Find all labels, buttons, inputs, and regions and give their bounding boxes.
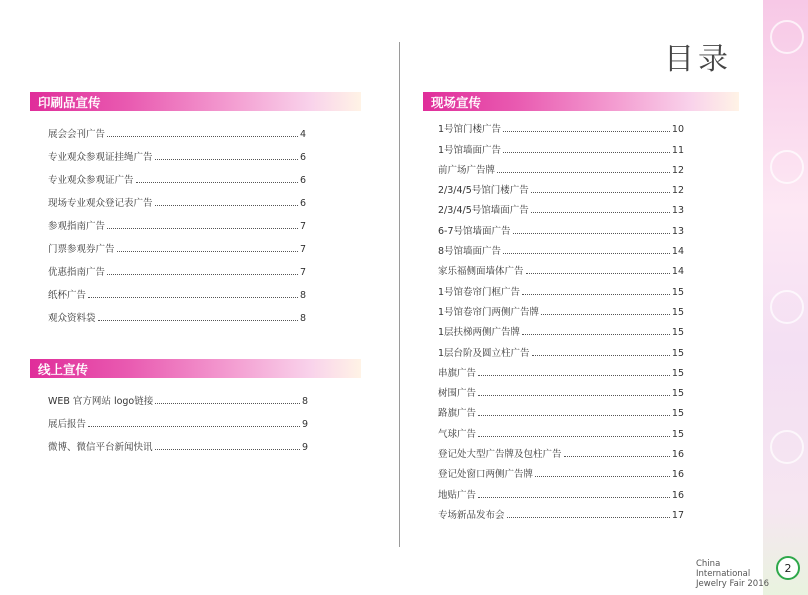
toc-entry[interactable]: [438, 176, 684, 196]
flower-icon: [770, 290, 804, 324]
toc-entry-title: 地贴广告: [438, 489, 477, 501]
toc-entry-title: 登记处大型广告牌及包柱广告: [438, 449, 562, 461]
dot-leader: [522, 294, 670, 295]
dot-leader: [88, 426, 300, 427]
toc-entry[interactable]: [48, 140, 306, 163]
toc-entry[interactable]: [438, 460, 684, 480]
toc-entry-title: 专业观众参观证挂绳广告: [48, 152, 153, 163]
toc-entry[interactable]: [48, 232, 306, 255]
toc-entry-page: 16: [671, 489, 684, 501]
toc-entry-title: 8号馆墙面广告: [438, 246, 502, 258]
toc-entry-page: 6: [299, 175, 306, 186]
toc-entry[interactable]: [438, 399, 684, 419]
toc-entry-title: 优惠指南广告: [48, 267, 106, 278]
toc-entry-page: 15: [671, 367, 684, 379]
toc-entry-page: 4: [299, 129, 306, 140]
toc-entry[interactable]: [48, 384, 308, 407]
section-banner-online: [30, 359, 361, 378]
toc-entry-page: 15: [671, 286, 684, 298]
toc-list-print: [48, 117, 306, 324]
footer-line: Jewelry Fair 2016: [696, 579, 770, 589]
page-title: 目录: [664, 42, 732, 77]
toc-entry-title: 1层台阶及圆立柱广告: [438, 347, 530, 359]
toc-entry-page: 7: [299, 267, 306, 278]
toc-entry[interactable]: [48, 186, 306, 209]
toc-entry[interactable]: [438, 115, 684, 135]
dot-leader: [503, 253, 670, 254]
toc-entry-title: 门票参观券广告: [48, 244, 115, 255]
toc-entry-page: 15: [671, 408, 684, 420]
toc-entry-title: 1号馆卷帘门两侧广告牌: [438, 306, 540, 318]
toc-entry-page: 12: [671, 185, 684, 197]
toc-entry-title: 前广场广告牌: [438, 164, 496, 176]
toc-entry[interactable]: [438, 440, 684, 460]
toc-entry[interactable]: [48, 301, 306, 324]
flower-icon: [770, 150, 804, 184]
toc-entry-title: 1号馆门楼广告: [438, 124, 502, 136]
toc-entry-title: 2/3/4/5号馆墙面广告: [438, 205, 529, 217]
toc-entry[interactable]: [438, 277, 684, 297]
toc-entry-page: 17: [671, 509, 684, 521]
dot-leader: [478, 497, 670, 498]
toc-entry-page: 15: [671, 347, 684, 359]
dot-leader: [107, 274, 298, 275]
toc-entry[interactable]: [438, 196, 684, 216]
toc-entry-title: 纸杯广告: [48, 290, 87, 301]
dot-leader: [503, 131, 670, 132]
toc-entry-title: 现场专业观众登记表广告: [48, 198, 153, 209]
toc-entry-page: 8: [299, 290, 306, 301]
toc-entry-title: 展会会刊广告: [48, 129, 106, 140]
dot-leader: [535, 476, 670, 477]
toc-entry-page: 8: [301, 396, 308, 407]
toc-entry-page: 15: [671, 327, 684, 339]
toc-entry[interactable]: [438, 216, 684, 236]
toc-entry-title: 观众资料袋: [48, 313, 96, 324]
toc-entry-title: 展后报告: [48, 419, 87, 430]
toc-entry-title: 6-7号馆墙面广告: [438, 225, 511, 237]
toc-entry[interactable]: [438, 379, 684, 399]
section-banner-onsite: [423, 92, 739, 111]
dot-leader: [478, 395, 670, 396]
dot-leader: [526, 273, 670, 274]
footer-brand: [696, 559, 769, 589]
toc-entry[interactable]: [48, 209, 306, 232]
toc-entry-title: 专场新品发布会: [438, 509, 505, 521]
toc-entry[interactable]: [48, 255, 306, 278]
footer-line: International: [696, 569, 751, 579]
toc-entry[interactable]: [438, 419, 684, 439]
dot-leader: [564, 456, 670, 457]
section-title: 印刷品宣传: [38, 94, 101, 110]
dot-leader: [531, 192, 670, 193]
toc-entry-title: 参观指南广告: [48, 221, 106, 232]
dot-leader: [478, 415, 670, 416]
dot-leader: [155, 403, 300, 404]
dot-leader: [513, 233, 670, 234]
toc-entry-title: 串旗广告: [438, 367, 477, 379]
footer-line: China: [696, 559, 721, 569]
dot-leader: [155, 205, 298, 206]
dot-leader: [532, 355, 670, 356]
toc-entry[interactable]: [438, 135, 684, 155]
toc-entry-title: 登记处窗口两侧广告牌: [438, 469, 534, 481]
toc-entry[interactable]: [48, 163, 306, 186]
toc-entry[interactable]: [48, 430, 308, 453]
toc-entry-page: 14: [671, 266, 684, 278]
toc-entry-title: 2/3/4/5号馆门楼广告: [438, 185, 529, 197]
toc-entry-page: 7: [299, 221, 306, 232]
toc-entry-title: 微博、微信平台新闻快讯: [48, 442, 153, 453]
toc-entry-page: 10: [671, 124, 684, 136]
toc-entry-title: 树围广告: [438, 388, 477, 400]
toc-entry-title: 1号馆墙面广告: [438, 144, 502, 156]
toc-entry-page: 12: [671, 164, 684, 176]
dot-leader: [155, 159, 298, 160]
dot-leader: [136, 182, 298, 183]
toc-entry-title: 专业观众参观证广告: [48, 175, 134, 186]
dot-leader: [155, 449, 300, 450]
toc-entry[interactable]: [438, 298, 684, 318]
dot-leader: [478, 375, 670, 376]
toc-entry-page: 8: [299, 313, 306, 324]
page-number-badge: 2: [776, 556, 800, 580]
dot-leader: [531, 212, 670, 213]
toc-entry-title: WEB 官方网站 logo链接: [48, 396, 154, 407]
toc-entry[interactable]: [438, 156, 684, 176]
dot-leader: [88, 297, 298, 298]
toc-list-online: [48, 384, 308, 453]
toc-entry[interactable]: [438, 359, 684, 379]
toc-entry[interactable]: [438, 257, 684, 277]
toc-entry[interactable]: [48, 278, 306, 301]
dot-leader: [507, 517, 670, 518]
toc-entry-page: 9: [301, 442, 308, 453]
section-banner-print: [30, 92, 361, 111]
flower-icon: [770, 20, 804, 54]
toc-entry-page: 15: [671, 388, 684, 400]
toc-entry[interactable]: [438, 237, 684, 257]
dot-leader: [478, 436, 670, 437]
flower-icon: [770, 430, 804, 464]
toc-entry-page: 15: [671, 306, 684, 318]
toc-entry-title: 气球广告: [438, 428, 477, 440]
toc-entry-page: 9: [301, 419, 308, 430]
dot-leader: [497, 172, 670, 173]
dot-leader: [98, 320, 298, 321]
dot-leader: [107, 228, 298, 229]
toc-entry-page: 6: [299, 198, 306, 209]
toc-entry-page: 16: [671, 449, 684, 461]
toc-entry[interactable]: [438, 501, 684, 521]
toc-entry-page: 11: [671, 144, 684, 156]
section-title: 线上宣传: [38, 361, 89, 377]
toc-entry-page: 16: [671, 469, 684, 481]
toc-entry[interactable]: [438, 480, 684, 500]
toc-entry-title: 路旗广告: [438, 408, 477, 420]
dot-leader: [117, 251, 298, 252]
toc-entry-title: 1号馆卷帘门框广告: [438, 286, 521, 298]
toc-entry[interactable]: [438, 318, 684, 338]
toc-entry-page: 13: [671, 225, 684, 237]
dot-leader: [107, 136, 298, 137]
toc-entry-page: 6: [299, 152, 306, 163]
toc-entry[interactable]: [48, 117, 306, 140]
center-divider: [399, 42, 400, 547]
toc-entry-page: 15: [671, 428, 684, 440]
toc-entry-page: 7: [299, 244, 306, 255]
dot-leader: [541, 314, 670, 315]
toc-list-onsite: [438, 115, 684, 521]
toc-entry[interactable]: [438, 338, 684, 358]
dot-leader: [503, 152, 670, 153]
dot-leader: [522, 334, 670, 335]
toc-entry-title: 家乐福侧面墙体广告: [438, 266, 524, 278]
toc-entry[interactable]: [48, 407, 308, 430]
toc-entry-title: 1层扶梯两侧广告牌: [438, 327, 521, 339]
toc-entry-page: 14: [671, 246, 684, 258]
section-title: 现场宣传: [431, 94, 482, 110]
toc-entry-page: 13: [671, 205, 684, 217]
